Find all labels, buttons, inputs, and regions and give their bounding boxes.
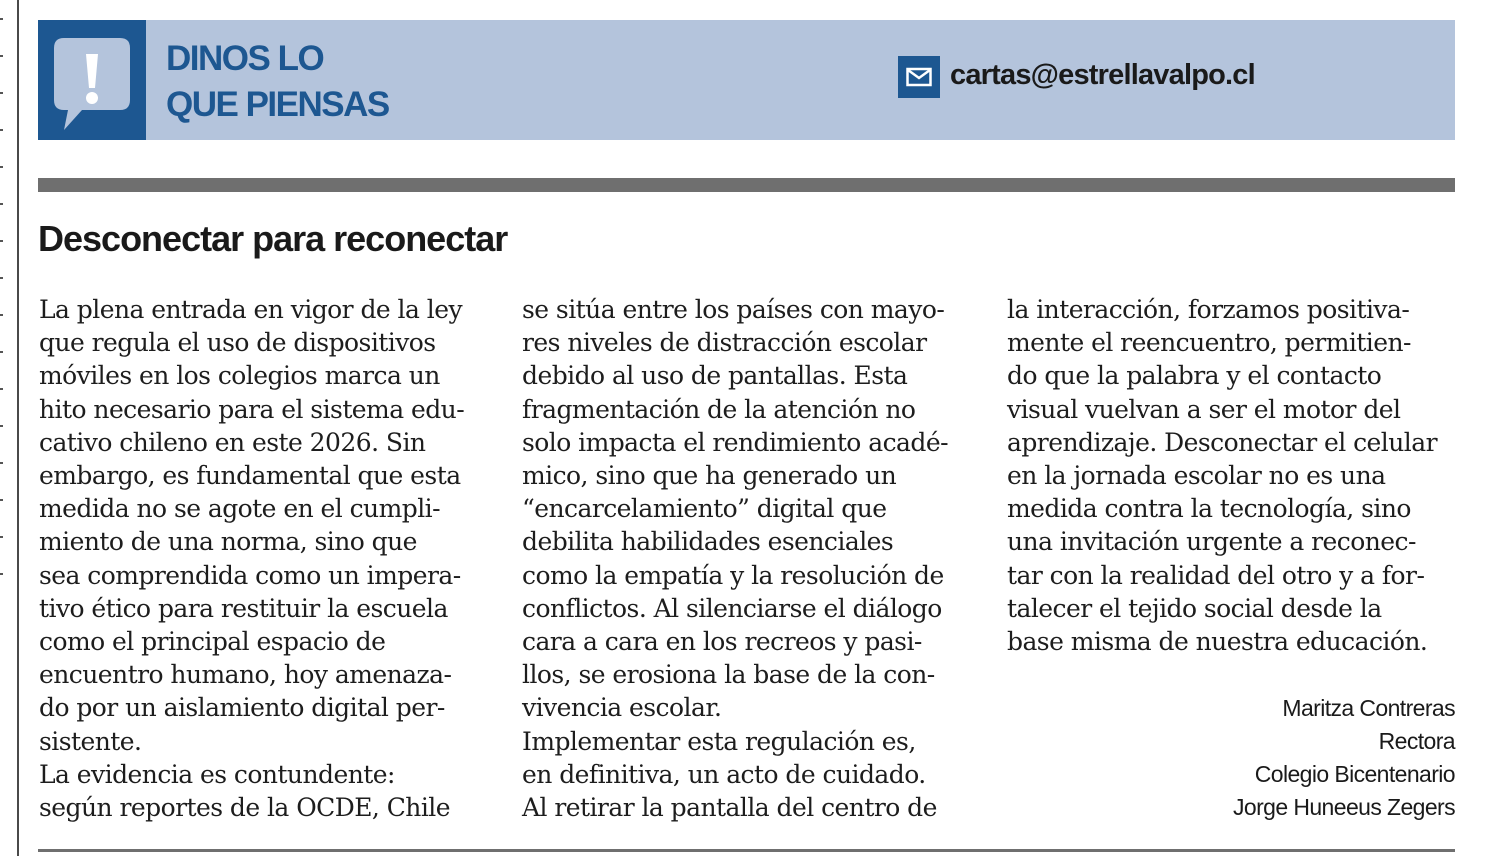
- article-text-line: en la jornada escolar no es una: [1007, 461, 1386, 491]
- article-text-line: miento de una norma, sino que: [39, 527, 417, 557]
- article-text-line: en definitiva, un acto de cuidado.: [522, 759, 926, 789]
- article-text-line: según reportes de la OCDE, Chile: [39, 793, 450, 823]
- edge-tick-mark: [0, 499, 3, 501]
- section-title-line-2: QUE PIENSAS: [166, 85, 389, 124]
- article-text-line: visual vuelvan a ser el motor del: [1007, 394, 1401, 424]
- article-text-line: vivencia escolar.: [522, 693, 722, 723]
- edge-tick-mark: [0, 166, 3, 168]
- edge-tick-mark: [0, 18, 3, 20]
- speech-bubble-exclamation-icon: [50, 34, 134, 134]
- article-text-line: que regula el uso de dispositivos: [39, 328, 436, 358]
- signature-institution-line-2: Jorge Huneeus Zegers: [1233, 794, 1455, 820]
- article-text-line: móviles en los colegios marca un: [39, 361, 440, 391]
- article-text-line: encuentro humano, hoy amenaza-: [39, 660, 452, 690]
- article-text-line: cara a cara en los recreos y pasi-: [522, 627, 922, 657]
- section-icon-box: [38, 20, 146, 140]
- signature-institution-line-1: Colegio Bicentenario: [1254, 761, 1455, 787]
- article-text-line: aprendizaje. Desconectar el celular: [1007, 427, 1437, 457]
- article-text-line: una invitación urgente a reconec-: [1007, 527, 1416, 557]
- article-text-line: hito necesario para el sistema edu-: [39, 394, 465, 424]
- article-text-line: La plena entrada en vigor de la ley: [39, 295, 463, 324]
- edge-tick-mark: [0, 388, 3, 390]
- article-text-line: solo impacta el rendimiento acadé-: [522, 427, 948, 457]
- article-text-line: cativo chileno en este 2026. Sin: [39, 427, 426, 457]
- article-text-line: llos, se erosiona la base de la con-: [522, 660, 935, 690]
- mail-icon-box: [898, 56, 940, 98]
- article-text-line: Implementar esta regulación es,: [522, 726, 916, 756]
- article-headline: Desconectar para reconectar: [38, 218, 508, 259]
- edge-tick-mark: [0, 462, 3, 464]
- article-text-line: embargo, es fundamental que esta: [39, 461, 461, 491]
- article-text-line: mente el reencuentro, permitien-: [1007, 328, 1411, 358]
- article-text-line: tivo ético para restituir la escuela: [39, 593, 448, 623]
- edge-tick-mark: [0, 129, 3, 131]
- article-text-line: base misma de nuestra educación.: [1007, 627, 1428, 657]
- article-text-line: tar con la realidad del otro y a for-: [1007, 560, 1425, 590]
- section-divider-bar: [38, 178, 1455, 192]
- page-edge-rule: [17, 0, 19, 856]
- section-title-line-1: DINOS LO: [166, 39, 324, 78]
- article-text-line: debido al uso de pantallas. Esta: [522, 361, 908, 391]
- article-column-3: [1007, 293, 1437, 658]
- article-text-line: res niveles de distracción escolar: [522, 328, 927, 358]
- edge-tick-mark: [0, 536, 3, 538]
- article-text-line: fragmentación de la atención no: [522, 394, 916, 424]
- article-text-line: como el principal espacio de: [39, 627, 386, 657]
- signature-role: Rectora: [1378, 728, 1455, 754]
- edge-tick-mark: [0, 240, 3, 242]
- article-text-line: La evidencia es contundente:: [39, 759, 395, 789]
- article-text-line: medida no se agote en el cumpli-: [39, 494, 441, 524]
- article-text-line: do que la palabra y el contacto: [1007, 361, 1382, 391]
- edge-tick-mark: [0, 55, 3, 57]
- article-text-line: do por un aislamiento digital per-: [39, 693, 445, 723]
- edge-tick-mark: [0, 573, 3, 575]
- edge-tick-mark: [0, 277, 3, 279]
- edge-tick-mark: [0, 425, 3, 427]
- article-column-1: [39, 293, 464, 824]
- mail-icon: [906, 66, 932, 88]
- email-address-link[interactable]: cartas@estrellavalpo.cl: [950, 59, 1255, 91]
- edge-tick-mark: [0, 92, 3, 94]
- letters-section-header: [38, 20, 1455, 140]
- article-text-line: talecer el tejido social desde la: [1007, 593, 1382, 623]
- article-text-line: la interacción, forzamos positiva-: [1007, 295, 1410, 324]
- article-text-line: debilita habilidades esenciales: [522, 527, 894, 557]
- article-text-line: medida contra la tecnología, sino: [1007, 494, 1411, 524]
- article-text-line: sistente.: [39, 726, 142, 756]
- article-text-line: mico, sino que ha generado un: [522, 461, 897, 491]
- edge-tick-mark: [0, 351, 3, 353]
- edge-tick-mark: [0, 203, 3, 205]
- bottom-rule: [38, 849, 1455, 852]
- article-column-2: [522, 293, 948, 824]
- article-text-line: como la empatía y la resolución de: [522, 560, 944, 590]
- article-text-line: conflictos. Al silenciarse el diálogo: [522, 593, 942, 623]
- article-text-line: “encarcelamiento” digital que: [522, 494, 887, 524]
- article-text-line: Al retirar la pantalla del centro de: [522, 793, 937, 823]
- signature-name: Maritza Contreras: [1282, 695, 1455, 721]
- section-title: [166, 36, 389, 128]
- letter-signature: [1233, 692, 1455, 824]
- article-text-line: sea comprendida como un impera-: [39, 560, 461, 590]
- article-text-line: se sitúa entre los países con mayo-: [522, 295, 945, 324]
- edge-tick-mark: [0, 314, 3, 316]
